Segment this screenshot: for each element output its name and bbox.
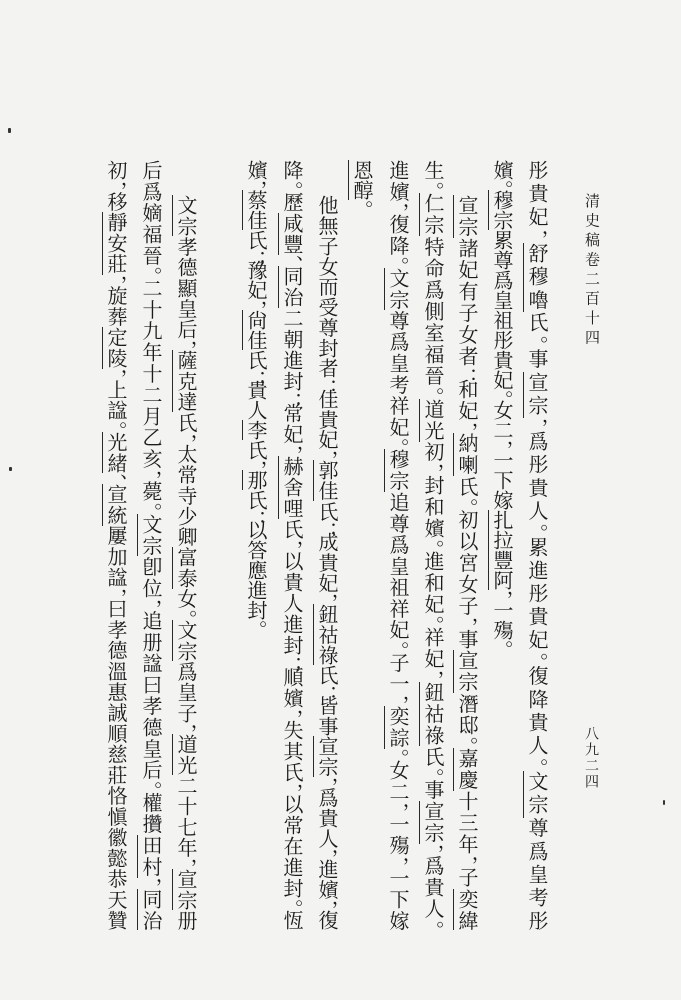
proper-name: 李	[244, 420, 268, 440]
proper-name: 郭佳	[315, 460, 339, 502]
proper-name: 同治	[280, 266, 304, 308]
punctuation-mark: ，	[315, 777, 339, 788]
punctuation-mark: ：	[315, 378, 339, 389]
text-run: ，爲貴人。	[421, 843, 445, 931]
punctuation-mark: 。	[386, 640, 410, 653]
text-run: 嬪，	[244, 160, 268, 190]
punctuation-mark: ：	[244, 510, 268, 520]
text-run: 。女二，一殤，一下嫁	[386, 748, 410, 931]
scan-speck	[663, 800, 665, 805]
text-run: ，上諡。	[104, 368, 128, 432]
punctuation-mark: 。	[104, 420, 128, 432]
text-run: 爲皇子，	[174, 661, 198, 735]
text-run: 氏。事	[421, 746, 445, 801]
punctuation-mark: ，	[139, 877, 163, 889]
punctuation-mark: ，	[315, 899, 339, 911]
text-run: 氏，	[244, 440, 268, 470]
text-run	[350, 200, 374, 210]
punctuation-mark: ，	[280, 709, 304, 720]
scan-speck	[8, 128, 11, 133]
punctuation-mark: 。	[244, 620, 268, 630]
proper-name: 靜安莊	[104, 212, 128, 275]
text-column	[487, 160, 517, 930]
punctuation-mark: 。	[525, 758, 549, 772]
punctuation-mark: 。	[139, 266, 163, 278]
proper-name: 田村	[139, 834, 163, 878]
text-column	[171, 195, 201, 930]
proper-name: 納喇	[455, 433, 479, 477]
proper-name: 那	[244, 470, 268, 490]
text-run: 氏：皆事	[315, 664, 339, 737]
punctuation-mark: ，	[386, 694, 410, 707]
text-column	[277, 160, 307, 930]
punctuation-mark: ；	[315, 521, 339, 532]
punctuation-mark: ，	[525, 229, 549, 243]
proper-name: 宣宗	[174, 868, 198, 911]
punctuation-mark: 、	[280, 255, 304, 266]
text-run: 累尊爲皇祖彤貴妃。女二，一下嫁	[490, 230, 514, 510]
text-run: 生。	[421, 160, 445, 194]
punctuation-mark: 。	[139, 502, 163, 514]
text-run: 氏；貴人	[244, 350, 268, 420]
proper-name: 宣宗	[455, 650, 479, 694]
text-run: 孝德顯皇后，	[174, 236, 198, 351]
text-run: 氏，以貴人進封；順嬪，失其氏，以常在進封。恆	[280, 519, 304, 930]
proper-name: 富泰	[174, 547, 198, 589]
text-run: 特命爲側室福晉。	[421, 236, 445, 399]
text-run: 氏，太常寺少卿	[174, 412, 198, 548]
punctuation-mark: ，	[280, 445, 304, 456]
proper-name: 同治	[139, 888, 163, 931]
punctuation-mark: ，	[104, 368, 128, 380]
text-run: 諸妃有子女者：和妃，	[455, 238, 479, 434]
text-run: 尊爲皇考彤	[525, 817, 549, 931]
text-run: ，爲貴人，進嬪，復	[315, 777, 339, 931]
punctuation-mark: ，	[139, 599, 163, 611]
proper-name: 文宗	[139, 513, 163, 557]
punctuation-mark: 。	[174, 609, 198, 620]
punctuation-mark: ，	[244, 460, 268, 470]
punctuation-mark: 。	[490, 180, 514, 190]
proper-name: 宣統	[104, 483, 128, 526]
scan-speck	[9, 467, 12, 471]
proper-name: 穆宗	[490, 190, 514, 230]
punctuation-mark: 。	[350, 200, 374, 210]
punctuation-mark: ，	[244, 180, 268, 190]
punctuation-mark: ，	[421, 670, 445, 682]
punctuation-mark: 。	[490, 390, 514, 400]
text-column	[312, 195, 342, 930]
punctuation-mark: 。	[525, 652, 549, 666]
proper-name: 定陵	[104, 326, 128, 369]
proper-name: 尙佳	[244, 310, 268, 350]
punctuation-mark: ，	[315, 450, 339, 461]
punctuation-mark: ，	[455, 855, 479, 868]
proper-name: 文宗	[174, 195, 198, 237]
punctuation-mark: ，	[386, 856, 410, 868]
text-run: 氏：以答應進封。	[244, 490, 268, 630]
text-column	[241, 160, 271, 930]
punctuation-mark: ，	[421, 843, 445, 856]
text-run: 十三年，子	[455, 790, 479, 889]
text-run: 屢加諡，曰孝德溫惠誠順慈莊恪愼徽懿恭天贊	[104, 525, 128, 931]
text-run: ，旋葬	[104, 274, 128, 327]
punctuation-mark: 。	[421, 615, 445, 628]
text-run: 册	[174, 910, 198, 931]
punctuation-mark: 。	[525, 523, 549, 537]
text-run: 二十七年，	[174, 775, 198, 869]
punctuation-mark: ，	[386, 802, 410, 814]
punctuation-mark: ，	[174, 339, 198, 351]
punctuation-mark: ；	[244, 250, 268, 260]
punctuation-mark: ；	[280, 656, 304, 666]
punctuation-mark: 。	[490, 640, 514, 650]
punctuation-mark: ，	[174, 858, 198, 869]
text-run: ，爲彤貴人。累進彤貴妃。復降貴人。	[525, 417, 549, 772]
punctuation-mark: 。	[386, 748, 410, 760]
punctuation-mark: 。	[525, 335, 549, 349]
text-run: 潛邸。	[455, 693, 479, 748]
page-number: 八九二四	[583, 726, 599, 790]
punctuation-mark: ，	[455, 617, 479, 629]
proper-name: 宣宗	[315, 736, 339, 778]
text-run: 卽位，追册諡曰孝德皇后。權攢	[139, 556, 163, 835]
proper-name: 蔡佳	[244, 190, 268, 230]
text-run: 初，封和嬪。進和妃。祥妃，	[421, 441, 445, 682]
text-run: 他無子女而受尊封者：佳貴妃，	[315, 195, 339, 461]
punctuation-mark: 。	[280, 181, 304, 192]
punctuation-mark: ，	[525, 417, 549, 431]
proper-name: 舒穆嚕	[525, 242, 549, 313]
punctuation-mark: ，	[174, 433, 198, 444]
text-run: 尊爲皇考祥妃。	[386, 310, 410, 450]
proper-name: 文宗	[525, 771, 549, 818]
proper-name: 文宗	[174, 619, 198, 662]
text-run: 二朝進封：常妃，	[280, 308, 304, 456]
proper-name: 文宗	[386, 267, 410, 311]
proper-name: 宣宗	[421, 800, 445, 844]
text-run	[139, 878, 163, 889]
proper-name: 光緒	[104, 431, 128, 474]
punctuation-mark: ，	[455, 421, 479, 434]
punctuation-mark: 。	[421, 386, 445, 399]
proper-name: 恩醇	[350, 160, 374, 200]
punctuation-mark: ；	[244, 370, 268, 380]
text-run: 初，移	[104, 160, 128, 213]
punctuation-mark: ，	[174, 723, 198, 735]
punctuation-mark: ，	[244, 300, 268, 310]
proper-name: 嘉慶	[455, 747, 479, 791]
punctuation-mark: ，	[490, 440, 514, 450]
punctuation-mark: 。	[421, 767, 445, 780]
proper-name: 鈕祜祿	[421, 681, 445, 747]
punctuation-mark: ，	[139, 469, 163, 482]
punctuation-mark: ，	[386, 202, 410, 214]
proper-name: 奕緯	[455, 888, 479, 931]
text-run	[104, 473, 128, 484]
text-column	[347, 160, 377, 930]
punctuation-mark: ，	[104, 587, 128, 599]
punctuation-mark: 。	[139, 780, 163, 793]
text-column	[383, 160, 413, 930]
proper-name: 道光	[421, 398, 445, 442]
punctuation-mark: 。	[421, 181, 445, 194]
text-run: 進嬪，復降。	[386, 160, 410, 268]
punctuation-mark: ，	[315, 848, 339, 859]
proper-name: 穆宗	[386, 449, 410, 492]
text-run: 女。	[174, 588, 198, 620]
text-run: 后爲嫡福晉。二十九年十二月乙亥，薨。	[139, 160, 163, 514]
proper-name: 鈕祜祿	[315, 603, 339, 665]
punctuation-mark: ：	[455, 367, 479, 379]
text-run: 彤貴妃，	[525, 160, 549, 243]
punctuation-mark: ：	[315, 685, 339, 696]
text-run: 追尊爲皇祖祥妃。子一，	[386, 491, 410, 707]
punctuation-mark: ，	[280, 540, 304, 551]
proper-name: 奕誴	[386, 706, 410, 749]
punctuation-mark: 。	[386, 256, 410, 268]
proper-name: 宣宗	[525, 371, 549, 418]
text-run: ，一殤。	[490, 590, 514, 650]
proper-name: 薩克達	[174, 350, 198, 413]
punctuation-mark: 。	[386, 438, 410, 450]
punctuation-mark: ，	[315, 593, 339, 604]
proper-name: 宣宗	[455, 195, 479, 239]
punctuation-mark: 。	[455, 497, 479, 510]
punctuation-mark: ，	[280, 783, 304, 794]
text-column	[136, 160, 166, 930]
text-run	[280, 255, 304, 266]
punctuation-mark: 。	[421, 539, 445, 551]
text-column	[101, 160, 131, 930]
text-run: 嬪。	[490, 160, 514, 190]
punctuation-mark: ，	[421, 463, 445, 475]
punctuation-mark: ：	[280, 392, 304, 403]
punctuation-mark: 。	[280, 899, 304, 910]
punctuation-mark: 。	[455, 736, 479, 748]
punctuation-mark: ，	[104, 274, 128, 286]
text-run: 氏。事	[525, 312, 549, 372]
text-run: 氏；成貴妃，	[315, 501, 339, 604]
text-column	[418, 160, 448, 930]
punctuation-mark: 。	[421, 920, 445, 931]
text-column	[522, 160, 552, 930]
proper-name: 赫舍哩	[280, 456, 304, 519]
proper-name: 道光	[174, 734, 198, 776]
text-run: 氏；豫妃，	[244, 230, 268, 310]
running-title: 清史稿卷二百十四	[583, 193, 601, 349]
proper-name: 仁宗	[421, 193, 445, 237]
punctuation-mark: ，	[104, 180, 128, 192]
proper-name: 咸豐	[280, 213, 304, 255]
text-run: 氏。初以宮女子，事	[455, 476, 479, 651]
punctuation-mark: 、	[104, 473, 128, 484]
text-column	[452, 195, 482, 930]
proper-name: 扎拉豐阿	[490, 510, 514, 590]
punctuation-mark: ，	[490, 590, 514, 600]
text-run: 降。歷	[280, 160, 304, 213]
